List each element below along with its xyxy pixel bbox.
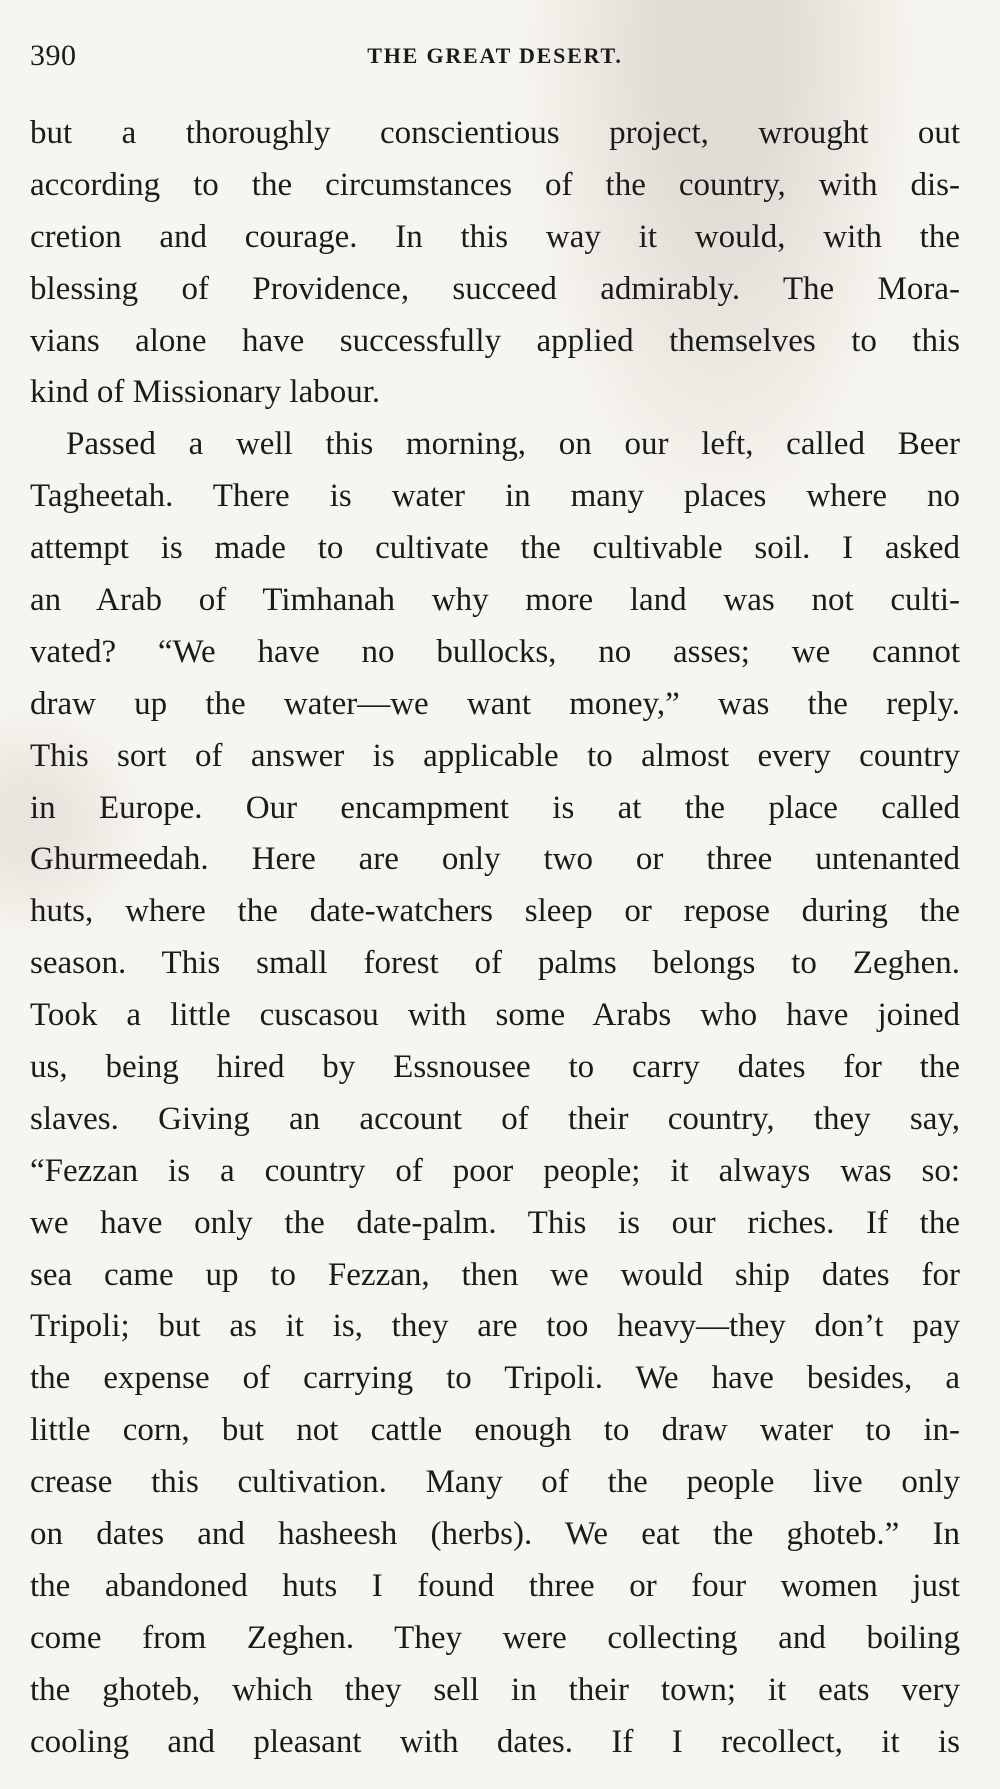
text-line: sea came up to Fezzan, then we would ship dates for (30, 1256, 960, 1293)
text-line: in Europe. Our encampment is at the place called (30, 789, 960, 826)
text-line: crease this cultivation. Many of the people live only (30, 1464, 960, 1501)
text-line: according to the circumstances of the country, with dis- (30, 166, 960, 203)
text-line: Ghurmeedah. Here are only two or three untenanted (30, 841, 960, 878)
page-header (30, 34, 960, 78)
text-line: draw up the water—we want money,” was the reply. (30, 685, 960, 722)
text-line: Tagheetah. There is water in many places where no (30, 478, 960, 515)
text-line: but a thoroughly conscientious project, wrought out (30, 115, 960, 151)
text-line: we have only the date-palm. This is our riches. If the (30, 1204, 960, 1241)
text-line: vians alone have successfully applied themselves to this (30, 322, 960, 359)
text-line: “Fezzan is a country of poor people; it always was so: (30, 1152, 960, 1189)
text-line: the ghoteb, which they sell in their town; it eats very (30, 1671, 960, 1708)
text-line: slaves. Giving an account of their country, they say, (30, 1100, 960, 1137)
text-line: the expense of carrying to Tripoli. We have besides, a (30, 1360, 960, 1397)
text-line: little corn, but not cattle enough to draw water to in- (30, 1412, 960, 1449)
text-line: the abandoned huts I found three or four women just (30, 1567, 960, 1604)
text-line: vated? “We have no bullocks, no asses; we cannot (30, 633, 960, 670)
page-number: 390 (30, 39, 77, 72)
text-line: cooling and pleasant with dates. If I recollect, it is (30, 1723, 960, 1760)
text-line: huts, where the date-watchers sleep or repose during the (30, 893, 960, 930)
text-line: cretion and courage. In this way it would, with the (30, 218, 960, 255)
text-line: Tripoli; but as it is, they are too heavy—they don’t pay (30, 1308, 960, 1345)
text-line: blessing of Providence, succeed admirably. The Mora- (30, 270, 960, 307)
text-line: come from Zeghen. They were collecting and boiling (30, 1619, 960, 1656)
text-line: This sort of answer is applicable to almost every country (30, 737, 960, 774)
text-line: us, being hired by Essnousee to carry dates for the (30, 1049, 960, 1086)
running-title: THE GREAT DESERT. (367, 43, 623, 68)
text-line: Took a little cuscasou with some Arabs who have joined (30, 997, 960, 1034)
text-line: season. This small forest of palms belongs to Zeghen. (30, 945, 960, 982)
text-line: kind of Missionary labour. (30, 374, 381, 411)
text-line: Passed a well this morning, on our left, called Beer (66, 426, 960, 463)
body-text (30, 108, 960, 1769)
text-line: an Arab of Timhanah why more land was not culti- (30, 582, 960, 619)
text-line: attempt is made to cultivate the cultivable soil. I asked (30, 530, 960, 567)
text-line: on dates and hasheesh (herbs). We eat the ghoteb.” In (30, 1516, 960, 1553)
